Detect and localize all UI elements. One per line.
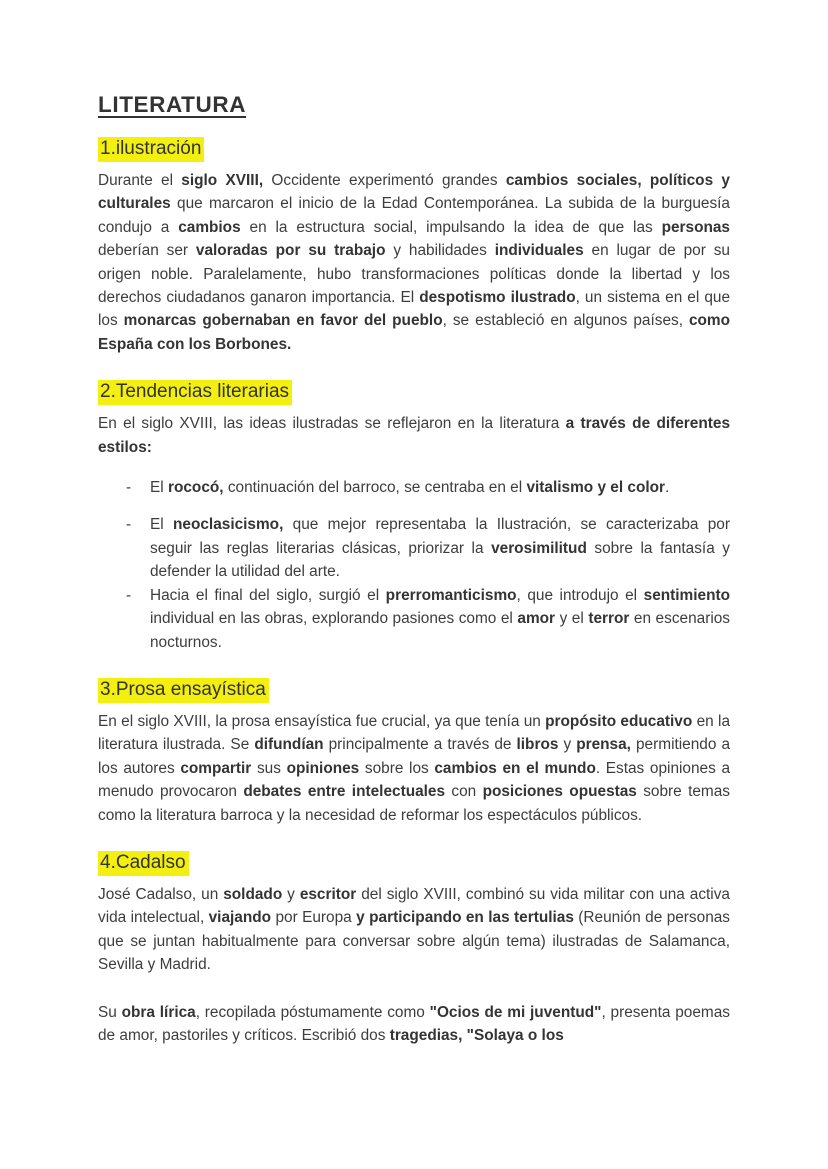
body-paragraph [98,883,730,977]
dash-marker: - [126,516,132,534]
text-run: individual en las obras, explorando pasiones como el [150,610,518,628]
text-run: sus [251,759,287,777]
text-run: en lugar de por su origen noble. Paralelamente, hubo transformaciones políticas donde la libertad y los derechos ciudadanos ganaron importancia. El [98,242,730,307]
bold-text-run: monarcas gobernaban en favor del pueblo [123,312,443,330]
section [98,381,730,654]
bullet-item [126,476,730,499]
bold-text-run: prerromanticismo [385,586,517,604]
bold-text-run: terror [588,610,630,628]
text-run: El [150,479,168,497]
text-run: sobre los [359,759,435,777]
text-run: En el siglo XVIII, la prosa ensayística fue crucial, ya que tenía un [98,712,546,730]
text-run: que mejor representaba la Ilustración, se caracterizaba por seguir las reglas literarias clásicas, priorizar la [150,516,730,557]
bold-text-run: valoradas por su trabajo [195,242,386,260]
bullet-item [126,513,730,583]
bold-text-run: escritor [299,885,357,903]
text-run: , un sistema en el que los [98,289,731,330]
text-run: del siglo XVIII, combinó su vida militar con una activa vida intelectual, [98,885,730,927]
bold-text-run: rococó, [167,479,224,497]
document-title: LITERATURA [98,92,247,117]
text-run: , presenta poemas de amor, pastoriles y críticos. Escribió dos [98,1003,730,1044]
bold-text-run: prensa, [576,736,631,754]
text-run: en la literatura ilustrada. Se [98,712,731,754]
text-run: Durante el [98,172,182,189]
bold-text-run: cambios en el mundo [434,759,596,777]
text-run: en la estructura social, impulsando la idea de que las [240,218,662,236]
body-paragraph [98,1001,730,1048]
bold-text-run: vitalismo y el color [526,479,666,497]
text-run: Occidente experimentó grandes [263,172,506,189]
text-run: deberían ser [98,242,196,260]
text-run: en escenarios nocturnos. [150,610,730,651]
highlighted-heading-text: 4.Cadalso [98,851,189,876]
bold-text-run: despotismo ilustrado [419,289,576,307]
text-run: y habilidades [385,242,495,260]
bold-text-run: propósito educativo [545,712,693,730]
text-run: permitiendo a los autores [98,736,731,777]
section-heading [98,679,730,701]
bullet-list [98,476,730,654]
bold-text-run: viajando [208,909,272,927]
bold-text-run: sentimiento [643,586,731,604]
text-run: principalmente a través de [323,736,517,754]
section-heading [98,381,730,403]
bold-text-run: libros [516,736,559,754]
bold-text-run: verosimilitud [491,539,587,557]
document-content [98,138,730,1047]
text-run: Hacia el final del siglo, surgió el [150,586,386,604]
bold-text-run: "Ocios de mi juventud" [429,1003,602,1021]
text-run: , se estableció en algunos países, [442,312,689,330]
bold-text-run: : [146,438,152,456]
text-run: Su [98,1003,122,1021]
text-run: El [150,516,173,534]
text-run: , que introdujo el [516,586,644,604]
bold-text-run: cambios [178,218,241,236]
highlighted-heading-text: 3.Prosa ensayística [98,678,269,703]
text-run: sobre la fantasía y defender la utilidad del arte. [150,539,730,581]
text-run: . Estas opiniones a menudo provocaron [98,759,731,801]
section [98,852,730,1047]
body-paragraph [98,412,730,459]
bold-text-run: posiciones opuestas [482,783,637,801]
bold-text-run: y participando en las tertulias [356,909,574,927]
text-run: . [665,479,670,497]
text-run: que marcaron el inicio de la Edad Contemporánea. La subida de la burguesía condujo a [98,195,730,236]
bold-text-run: como España con los Borbones. [98,312,730,353]
bold-text-run: opiniones [286,759,360,777]
bold-text-run: soldado [223,885,283,903]
text-run: y [282,885,300,903]
text-run: (Reunión de personas que se juntan habitualmente para conversar sobre algún tema) ilustradas de Salamanca, Sevilla y Madrid. [98,909,731,974]
bold-text-run: siglo XVIII, [181,172,264,189]
section [98,679,730,827]
bold-text-run: debates entre intelectuales [243,783,446,801]
body-paragraph [98,169,730,356]
section-heading [98,138,730,160]
section-heading [98,852,730,874]
bold-text-run: cambios sociales, políticos y culturales [98,172,730,213]
dash-marker: - [126,479,132,497]
bold-text-run: amor [517,610,556,628]
bold-text-run: personas [661,218,730,236]
bold-text-run: difundían [254,736,324,754]
section [98,138,730,356]
dash-marker: - [126,586,132,604]
text-run: En el siglo XVIII, las ideas ilustradas se reflejaron en la literatura [98,415,566,433]
text-run: por Europa [271,909,357,927]
text-run: continuación del barroco, se centraba en el [223,479,527,497]
text-run: , recopilada póstumamente como [195,1003,430,1021]
highlighted-heading-text: 1.ilustración [98,137,204,162]
bold-text-run: a través de diferentes estilos [98,415,731,456]
text-run: sobre temas como la literatura barroca y la necesidad de reformar los espectáculos públicos. [98,783,730,824]
bold-text-run: neoclasicismo, [173,516,284,534]
text-run: con [445,783,483,801]
bold-text-run: compartir [180,759,252,777]
text-run: y el [555,610,589,628]
bullet-item [126,584,731,654]
bold-text-run: individuales [494,242,584,260]
bold-text-run: obra lírica [121,1003,196,1021]
bold-text-run: tragedias, "Solaya o los [389,1026,564,1044]
text-run: y [558,736,577,754]
highlighted-heading-text: 2.Tendencias literarias [98,380,292,405]
text-run: José Cadalso, un [98,885,224,903]
body-paragraph [98,710,730,827]
